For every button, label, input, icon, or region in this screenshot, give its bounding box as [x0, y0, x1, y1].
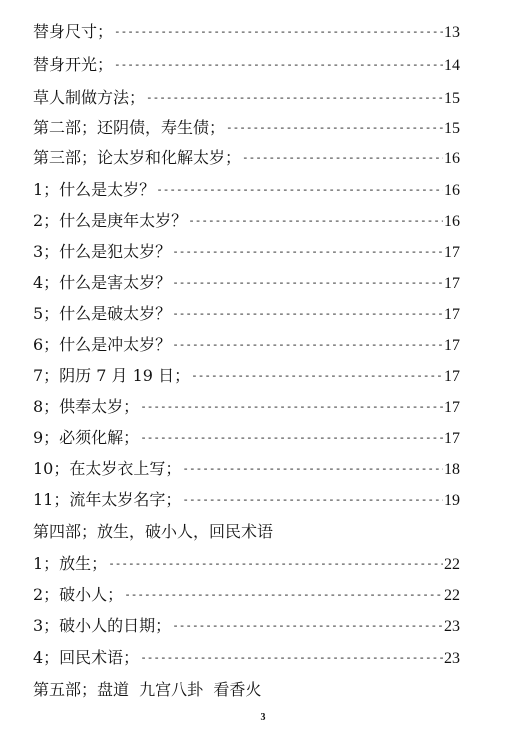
dot-leader [140, 426, 443, 450]
toc-entry [33, 116, 460, 140]
dot-leader [156, 178, 443, 202]
dot-leader [242, 146, 443, 170]
toc-entry-title: 5；什么是破太岁？ [33, 304, 172, 323]
toc-entry-page: 22 [444, 587, 460, 604]
dot-leader [114, 53, 443, 77]
toc-entry-page: 16 [444, 150, 460, 167]
dot-leader [226, 116, 443, 140]
toc-entry-page: 23 [444, 650, 460, 667]
toc-entry-title: 4；回民术语； [33, 648, 140, 667]
dot-leader [114, 20, 443, 44]
toc-entry-title: 4；什么是害太岁？ [33, 273, 172, 292]
toc-entry-page: 16 [444, 213, 460, 230]
toc-entry [33, 552, 460, 576]
toc-entry [33, 240, 460, 264]
toc-entry [33, 364, 460, 388]
toc-entry [33, 86, 460, 110]
toc-entry [33, 178, 460, 202]
toc-section-heading [33, 678, 460, 702]
toc-entry-page: 23 [444, 618, 460, 635]
toc-entry-title: 1；放生； [33, 554, 108, 573]
dot-leader [108, 552, 443, 576]
toc-entry-page: 17 [444, 337, 460, 354]
toc-entry [33, 457, 460, 481]
page-number: 3 [260, 712, 266, 723]
toc-entry [33, 426, 460, 450]
dot-leader [172, 240, 443, 264]
toc-entry [33, 209, 460, 233]
toc-entry-title: 7；阴历 7 月 19 日； [33, 366, 191, 385]
toc-entry-title: 6；什么是冲太岁？ [33, 335, 172, 354]
toc-entry-page: 17 [444, 275, 460, 292]
toc-entry [33, 20, 460, 44]
toc-entry-page: 17 [444, 244, 460, 261]
toc-entry-page: 19 [444, 492, 460, 509]
toc-entry-title: 11；流年太岁名字； [33, 490, 182, 509]
toc-entry-page: 15 [444, 90, 460, 107]
toc-entry-page: 17 [444, 368, 460, 385]
toc-entry-page: 18 [444, 461, 460, 478]
toc-entry-title: 10；在太岁衣上写； [33, 459, 182, 478]
toc-entry-title: 替身开光； [33, 55, 114, 74]
toc-entry-page: 13 [444, 24, 460, 41]
toc-entry [33, 488, 460, 512]
dot-leader [172, 302, 443, 326]
toc-entry [33, 146, 460, 170]
dot-leader [172, 271, 443, 295]
toc-entry-title: 第五部；盘道 九宫八卦 看香火 [33, 680, 262, 699]
dot-leader [188, 209, 443, 233]
toc-entry-title: 第四部；放生，破小人，回民术语 [33, 522, 274, 541]
toc-entry [33, 53, 460, 77]
toc-section-heading [33, 520, 460, 544]
dot-leader [146, 86, 443, 110]
toc-entry-title: 2；破小人； [33, 585, 124, 604]
toc-entry [33, 271, 460, 295]
toc-entry-page: 17 [444, 399, 460, 416]
toc-entry-title: 第三部；论太岁和化解太岁； [33, 148, 242, 167]
toc-entry-page: 16 [444, 182, 460, 199]
toc-entry-title: 1；什么是太岁？ [33, 180, 156, 199]
dot-leader [172, 333, 443, 357]
toc-entry-title: 8；供奉太岁； [33, 397, 140, 416]
toc-entry [33, 333, 460, 357]
dot-leader [172, 614, 443, 638]
toc-entry-title: 替身尺寸； [33, 22, 114, 41]
dot-leader [140, 646, 443, 670]
toc-entry [33, 614, 460, 638]
toc-entry [33, 646, 460, 670]
toc-entry-page: 22 [444, 556, 460, 573]
toc-entry [33, 583, 460, 607]
toc-entry-title: 3；什么是犯太岁？ [33, 242, 172, 261]
dot-leader [182, 488, 443, 512]
toc-entry-title: 草人制做方法； [33, 88, 146, 107]
toc-entry-title: 第二部；还阴债，寿生债； [33, 118, 226, 137]
toc-entry-page: 14 [444, 57, 460, 74]
toc-entry [33, 302, 460, 326]
toc-entry-page: 17 [444, 430, 460, 447]
toc-entry-title: 3；破小人的日期； [33, 616, 172, 635]
dot-leader [124, 583, 443, 607]
dot-leader [140, 395, 443, 419]
dot-leader [182, 457, 443, 481]
toc-entry-page: 17 [444, 306, 460, 323]
toc-entry-title: 2；什么是庚年太岁？ [33, 211, 188, 230]
toc-entry [33, 395, 460, 419]
toc-entry-page: 15 [444, 120, 460, 137]
toc-entry-title: 9；必须化解； [33, 428, 140, 447]
dot-leader [191, 364, 443, 388]
